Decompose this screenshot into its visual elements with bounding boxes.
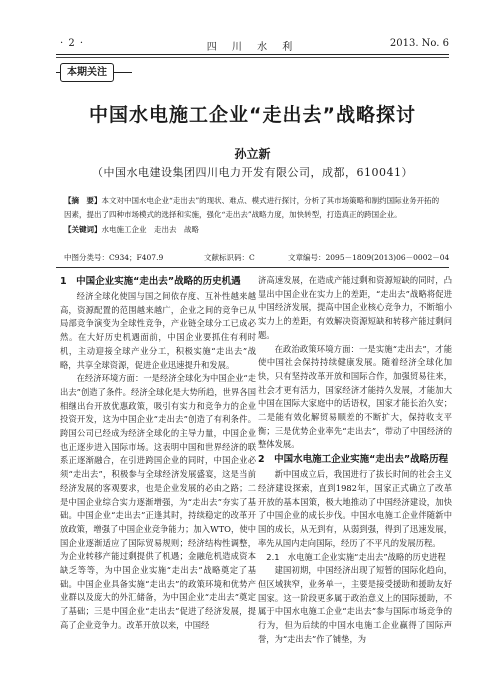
header-rule (56, 54, 449, 55)
page-number: · 2 · (60, 38, 85, 49)
article-title: 中国水电施工企业“走出去”战略探讨 (89, 104, 416, 126)
body-paragraph: 建国初期，中国经济出现了短暂的国际化趋向，但区域狭窄，业务单一，主要是接受援助和援助友好国家。这一阶段更多属于政治意义上的国际援助，不属于中国水电施工企业“走出去”参与国际市场竞争的行为，但为后续的中国水电施工企业赢得了国际声誉，为“走出去”作了铺垫，为 (258, 565, 452, 644)
subsection-heading: 2.1 水电施工企业实施“走出去”战略的历史进程 (266, 552, 446, 563)
journal-name: 四 川 水 利 (206, 42, 299, 53)
article-number: 文章编号：2095－1809(2013)06－0002－04 (288, 253, 450, 262)
author-affiliation: （中国水电建设集团四川电力开发有限公司，成都，610041） (92, 166, 413, 179)
header-rule-thin (56, 57, 449, 58)
issue-number: 2013. No. 6 (389, 38, 449, 49)
body-paragraph: 新中国成立后，我国进行了拔长时间的社会主义经济建设探索，直到1982年，国家正式确立了改革开放的基本国策，极大地推动了中国经济建设，加快了中国企业的成长步伐。中国水电施工企业伴随新中国的成长，从无到有，从弱到强，得到了迅速发展，率先从国内走向国际，经历了不平凡的发展历程。 (258, 469, 452, 548)
abstract (64, 194, 441, 222)
section-heading: 2 中国水电施工企业实施“走出去”战略历程 (258, 454, 449, 466)
body-paragraph: 经济全球化使国与国之间依存度、互补性越来越高，资源配置的范围越来越广，企业之间的竞争已从局部竞争演变为全球性竞争，产业链全球分工已成必然。在大好历史机遇面前，中国企业要抓住有利时机，主动迎接全球产业分工，积极实施“走出去”战略，共享全球资源，促进企业迅速提升和发展。 (60, 291, 256, 370)
keywords-label: 【关键词】 (64, 225, 102, 234)
abstract-text: 本文对中国水电企业“走出去”的现状、难点、模式进行探讨，分析了其市场策略和制约国际业务开拓的因素，提出了四种市场模式的选择和实施，强化“走出去”战略力度，加快转型，打造真正的跨国企业。 (64, 196, 440, 219)
abstract-label: 【摘 要】 (64, 196, 102, 205)
clc-number: 中图分类号：C934；F407.9 (64, 253, 164, 262)
keywords-text: 水电施工企业 走出去 战略 (101, 225, 199, 234)
meta-rule (56, 267, 449, 268)
body-paragraph: 在经济环境方面：一是经济全球化为中国企业“走出去”创造了条件。经济全球化是大势所趋，世界各国相继出台开放优惠政策，吸引有实力和竞争力的企业投资开发，这为中国企业“走出去”创造了有利条件。跨国公司已经成为经济全球化的主导力量，中国企业也正逐步进入国际市场。这表明中国和世界经济的联系正逐渐融合，在引进跨国企业的同时，中国企业必须“走出去”，积极参与全球经济发展盛宴，这是当前经济发展的客观要求，也是企业发展的必由之路；二是中国企业综合实力逐渐增强，为“走出去”夯实了基础。中国企业“走出去”正逢其时，持续稳定的改革开放政策，增强了中国企业竞争能力；加入WTO，使中国企业逐渐适应了国际贸易规则；经济结构性调整，为企业转移产能过剩提供了机遇；金融危机造成资本缺乏等等，为中国企业实施“走出去”战略奠定了基础。中国企业具备实施“走出去”的政策环境和优势产业群以及庞大的外汇储备，为中国企业“走出去”奠定了基础；三是中国企业“走出去”促进了经济发展，提高了企业竞争力。改革开放以来，中国经 (60, 373, 256, 630)
body-paragraph: 济高速发展，在造成产能过剩和资源短缺的同时，凸显出中国企业在实力上的差距，“走出去”战略将促进中国经济发展，提高中国企业核心竞争力，不断缩小实力上的差距，有效解决资源短缺和转移产能过剩问题。 (258, 275, 452, 340)
section-heading: 1 中国企业实施“走出去”战略的历史机遇 (60, 276, 241, 287)
author-name: 孙立新 (234, 147, 271, 161)
right-column (258, 274, 452, 647)
body-paragraph: 在政治政策环境方面：一是实施“走出去”，才能使中国社会保持持续健康发展。随着经济全球化加快，只有坚持改革开放和国际合作，加强贸易往来，社会才更有活力，国家经济才能持久发展，才能加大中国在国际大家庭中的话语权，国家才能长治久安；二是能有效化解贸易顺差的不断扩大，保持收支平衡；三是优势企业率先“走出去”，带动了中国经济的整体发展。 (258, 343, 452, 450)
left-column (60, 274, 256, 633)
section-badge: 本期关注 (60, 63, 114, 82)
running-header (56, 36, 449, 52)
keywords (64, 224, 441, 235)
document-code: 文献标识码：C (204, 253, 255, 262)
